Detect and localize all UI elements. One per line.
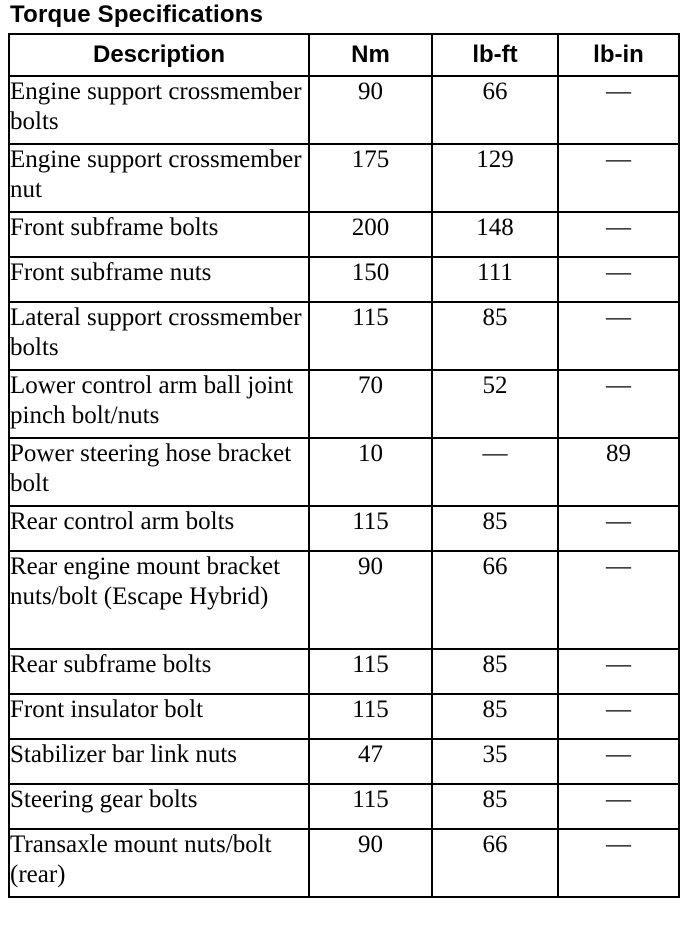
description-cell: Lower control arm ball joint pinch bolt/nuts	[9, 370, 309, 438]
table-row	[9, 76, 679, 144]
description-cell: Stabilizer bar link nuts	[9, 739, 309, 784]
lbft-cell: 85	[432, 506, 558, 551]
table-row	[9, 739, 679, 784]
table-row	[9, 784, 679, 829]
description-cell: Engine support crossmember nut	[9, 144, 309, 212]
column-header-lbft: lb-ft	[432, 34, 558, 76]
column-header-lbin: lb-in	[558, 34, 679, 76]
table-header-row	[9, 34, 679, 76]
nm-cell: 90	[309, 829, 432, 897]
description-cell: Engine support crossmember bolts	[9, 76, 309, 144]
lbft-cell: 129	[432, 144, 558, 212]
lbin-cell: 89	[558, 438, 679, 506]
lbin-cell: —	[558, 694, 679, 739]
table-row	[9, 694, 679, 739]
lbin-cell: —	[558, 76, 679, 144]
nm-cell: 90	[309, 551, 432, 649]
description-cell: Steering gear bolts	[9, 784, 309, 829]
nm-cell: 70	[309, 370, 432, 438]
lbft-cell: 85	[432, 694, 558, 739]
table-row	[9, 302, 679, 370]
description-cell: Rear engine mount bracket nuts/bolt (Escape Hybrid)	[9, 551, 309, 649]
nm-cell: 175	[309, 144, 432, 212]
description-cell: Front insulator bolt	[9, 694, 309, 739]
nm-cell: 200	[309, 212, 432, 257]
lbft-cell: 111	[432, 257, 558, 302]
nm-cell: 115	[309, 784, 432, 829]
lbin-cell: —	[558, 257, 679, 302]
torque-spec-table	[8, 33, 680, 898]
description-cell: Rear subframe bolts	[9, 649, 309, 694]
description-cell: Transaxle mount nuts/bolt (rear)	[9, 829, 309, 897]
nm-cell: 115	[309, 302, 432, 370]
lbin-cell: —	[558, 784, 679, 829]
table-row	[9, 649, 679, 694]
description-cell: Power steering hose bracket bolt	[9, 438, 309, 506]
nm-cell: 10	[309, 438, 432, 506]
lbin-cell: —	[558, 370, 679, 438]
lbft-cell: 52	[432, 370, 558, 438]
lbin-cell: —	[558, 551, 679, 649]
lbin-cell: —	[558, 829, 679, 897]
lbft-cell: 66	[432, 551, 558, 649]
table-row	[9, 257, 679, 302]
description-cell: Front subframe nuts	[9, 257, 309, 302]
page-title: Torque Specifications	[10, 1, 264, 28]
nm-cell: 115	[309, 694, 432, 739]
lbft-cell: 85	[432, 649, 558, 694]
nm-cell: 150	[309, 257, 432, 302]
lbft-cell: 85	[432, 784, 558, 829]
table-row	[9, 829, 679, 897]
table-row	[9, 370, 679, 438]
lbin-cell: —	[558, 144, 679, 212]
nm-cell: 47	[309, 739, 432, 784]
column-header-nm: Nm	[309, 34, 432, 76]
column-header-description: Description	[9, 34, 309, 76]
description-cell: Front subframe bolts	[9, 212, 309, 257]
lbft-cell: 66	[432, 76, 558, 144]
lbin-cell: —	[558, 649, 679, 694]
description-cell: Lateral support crossmember bolts	[9, 302, 309, 370]
table-row	[9, 212, 679, 257]
nm-cell: 115	[309, 649, 432, 694]
lbin-cell: —	[558, 302, 679, 370]
lbft-cell: 66	[432, 829, 558, 897]
nm-cell: 115	[309, 506, 432, 551]
lbin-cell: —	[558, 506, 679, 551]
table-row	[9, 438, 679, 506]
nm-cell: 90	[309, 76, 432, 144]
lbin-cell: —	[558, 212, 679, 257]
description-cell: Rear control arm bolts	[9, 506, 309, 551]
lbft-cell: —	[432, 438, 558, 506]
lbft-cell: 85	[432, 302, 558, 370]
lbin-cell: —	[558, 739, 679, 784]
table-row	[9, 144, 679, 212]
table-row	[9, 506, 679, 551]
lbft-cell: 148	[432, 212, 558, 257]
lbft-cell: 35	[432, 739, 558, 784]
table-row	[9, 551, 679, 649]
